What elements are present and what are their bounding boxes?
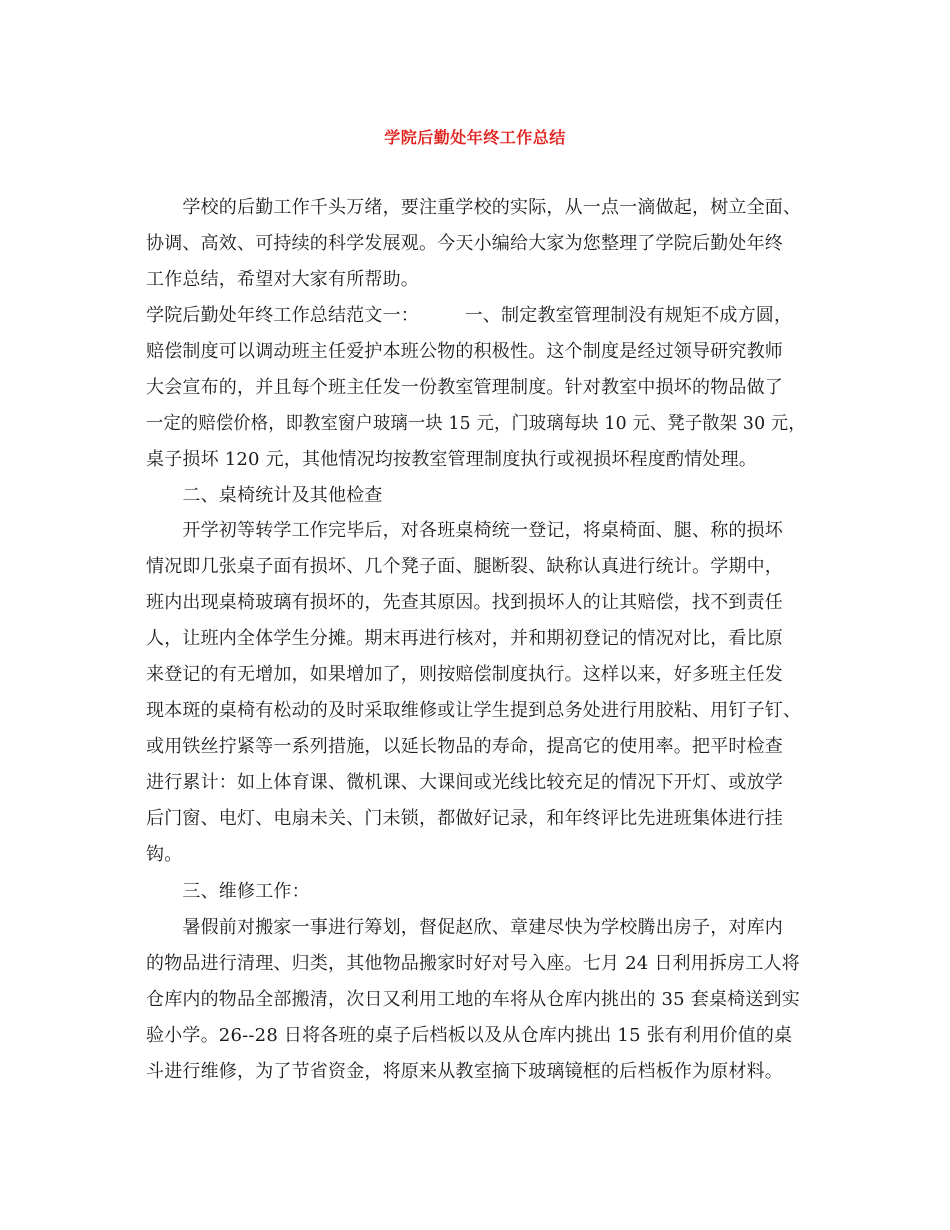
paragraph-line: 协调、高效、可持续的科学发展观。今天小编给大家为您整理了学院后勤处年终 [146,233,783,254]
paragraph-line: 斗进行维修，为了节省资金，将原来从教室摘下玻璃镜框的后档板作为原材料。 [146,1061,783,1082]
paragraph-line: 来登记的有无增加，如果增加了，则按赔偿制度执行。这样以来，好多班主任发 [146,664,783,685]
paragraph-line: 一定的赔偿价格，即教室窗户玻璃一块 15 元，门玻璃每块 10 元、凳子散架 30 元， [146,413,806,434]
section-heading: 二、桌椅统计及其他检查 [146,485,383,506]
paragraph-line: 后门窗、电灯、电扇未关、门未锁，都做好记录，和年终评比先进班集体进行挂 [146,808,783,829]
paragraph-line: 的物品进行清理、归类，其他物品搬家时好对号入座。七月 24 日利用拆房工人将 [146,953,800,974]
paragraph-line: 现本斑的桌椅有松动的及时采取维修或让学生提到总务处进行用胶粘、用钉子钉、 [146,700,802,721]
paragraph-line: 开学初等转学工作完毕后，对各班桌椅统一登记，将桌椅面、腿、称的损坏 [146,520,783,541]
paragraph-line: 桌子损坏 120 元，其他情况均按教室管理制度执行或视损坏程度酌情处理。 [146,449,757,470]
paragraph-line: 验小学。26--28 日将各班的桌子后档板以及从仓库内挑出 15 张有利用价值的桌 [146,1025,793,1046]
paragraph-line: 情况即几张桌子面有损坏、几个凳子面、腿断裂、缺称认真进行统计。学期中， [146,556,783,577]
paragraph-line: 人，让班内全体学生分摊。期末再进行核对，并和期初登记的情况对比，看比原 [146,628,783,649]
paragraph-line: 赔偿制度可以调动班主任爱护本班公物的积极性。这个制度是经过领导研究教师 [146,341,783,362]
paragraph-line: 班内出现桌椅玻璃有损坏的，先查其原因。找到损坏人的让其赔偿，找不到责任 [146,592,783,613]
paragraph-line: 大会宣布的，并且每个班主任发一份教室管理制度。针对教室中损坏的物品做了 [146,377,783,398]
paragraph-line: 工作总结，希望对大家有所帮助。 [146,269,419,290]
paragraph-line: 学校的后勤工作千头万绪，要注重学校的实际，从一点一滴做起，树立全面、 [146,197,802,218]
paragraph-line: 钩。 [146,844,183,865]
document-title: 学院后勤处年终工作总结 [384,128,566,147]
paragraph-line: 学院后勤处年终工作总结范文一： 一、制定教室管理制没有规矩不成方圆， [146,305,793,326]
section-heading: 三、维修工作： [146,881,310,902]
paragraph-line: 进行累计：如上体育课、微机课、大课间或光线比较充足的情况下开灯、或放学 [146,772,783,793]
paragraph-line: 仓库内的物品全部搬清，次日又利用工地的车将从仓库内挑出的 35 套桌椅送到实 [146,989,800,1010]
paragraph-line: 暑假前对搬家一事进行筹划，督促赵欣、章建尽快为学校腾出房子，对库内 [146,917,783,938]
paragraph-line: 或用铁丝拧紧等一系列措施，以延长物品的寿命，提高它的使用率。把平时检查 [146,736,783,757]
